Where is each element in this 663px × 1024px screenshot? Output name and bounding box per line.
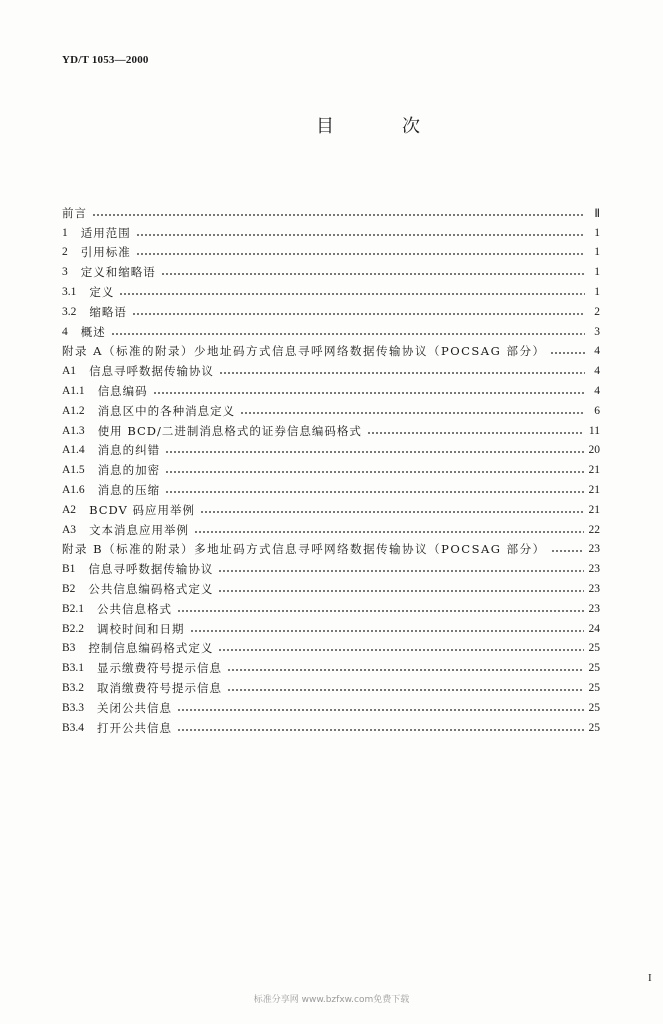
dot-leader xyxy=(551,540,584,560)
table-of-contents xyxy=(62,203,600,738)
page-title: 目次 xyxy=(316,116,488,137)
toc-entry xyxy=(62,698,600,718)
toc-entry-number: B3.3 xyxy=(62,701,85,714)
toc-entry-title: 定义和缩略语 xyxy=(80,265,156,280)
toc-entry-page: 25 xyxy=(588,721,600,734)
dot-leader xyxy=(227,658,583,678)
toc-entry-title: 引用标准 xyxy=(80,245,131,260)
toc-entry-title: 信息编码 xyxy=(97,384,148,399)
toc-entry-page: 11 xyxy=(588,424,600,437)
dot-leader xyxy=(367,421,584,441)
dot-leader xyxy=(132,302,585,322)
toc-entry xyxy=(62,441,600,461)
toc-entry xyxy=(62,579,600,599)
toc-entry-title: 使用 BCD/二进制消息格式的证券信息编码格式 xyxy=(97,423,362,438)
toc-entry xyxy=(62,540,600,560)
toc-entry xyxy=(62,262,600,282)
toc-entry-page: 25 xyxy=(588,701,600,714)
toc-entry-page: 22 xyxy=(588,523,600,536)
toc-entry xyxy=(62,342,600,362)
toc-entry-title: 关闭公共信息 xyxy=(97,700,173,715)
dot-leader xyxy=(136,223,585,243)
toc-entry xyxy=(62,639,600,659)
toc-entry-page: 20 xyxy=(588,444,600,457)
toc-entry-title: 附录 B（标准的附录）多地址码方式信息寻呼网络数据传输协议（POCSAG 部分） xyxy=(62,542,546,557)
toc-entry-title: 取消缴费符号提示信息 xyxy=(97,681,223,696)
toc-entry xyxy=(62,223,600,243)
toc-entry-number: A1.2 xyxy=(62,404,85,417)
dot-leader xyxy=(177,698,583,718)
toc-entry-title: 显示缴费符号提示信息 xyxy=(97,661,223,676)
toc-entry-page: 25 xyxy=(588,662,600,675)
toc-entry-number: B3.1 xyxy=(62,662,85,675)
toc-entry-number: 4 xyxy=(62,325,68,338)
watermark-text: 标准分享网 www.bzfxw.com免费下载 xyxy=(253,995,410,1005)
toc-entry-number: B2.1 xyxy=(62,602,85,615)
dot-leader xyxy=(119,282,585,302)
dot-leader xyxy=(200,500,583,520)
toc-entry-page: 4 xyxy=(594,365,600,378)
dot-leader xyxy=(227,678,583,698)
dot-leader xyxy=(165,460,583,480)
toc-entry-number: A1.5 xyxy=(62,464,85,477)
toc-entry xyxy=(62,322,600,342)
toc-entry-title: 定义 xyxy=(89,285,115,300)
toc-entry-title: 控制信息编码格式定义 xyxy=(88,641,214,656)
toc-entry-number: 3.1 xyxy=(62,286,77,299)
toc-entry-title: 文本消息应用举例 xyxy=(89,522,190,537)
toc-entry-title: 信息寻呼数据传输协议 xyxy=(88,562,214,577)
toc-entry-page: 4 xyxy=(594,345,600,358)
toc-entry-page: 21 xyxy=(588,484,600,497)
toc-entry-number: 1 xyxy=(62,226,68,239)
toc-entry-page: Ⅱ xyxy=(594,207,600,220)
toc-entry-number: B3.4 xyxy=(62,721,85,734)
toc-entry-page: 24 xyxy=(588,622,600,635)
toc-entry xyxy=(62,718,600,738)
page-number: I xyxy=(648,972,652,984)
toc-entry-number: B3.2 xyxy=(62,682,85,695)
toc-entry-number: A1.1 xyxy=(62,385,85,398)
toc-entry-title: 前言 xyxy=(62,205,87,220)
dot-leader xyxy=(219,361,585,381)
dot-leader xyxy=(153,381,585,401)
dot-leader xyxy=(240,401,585,421)
toc-entry-page: 25 xyxy=(588,642,600,655)
dot-leader xyxy=(177,599,583,619)
toc-entry xyxy=(62,599,600,619)
toc-entry-page: 3 xyxy=(594,325,600,338)
toc-entry-page: 21 xyxy=(588,464,600,477)
toc-entry-title: 调校时间和日期 xyxy=(97,621,185,636)
toc-entry-title: 公共信息格式 xyxy=(97,601,173,616)
toc-entry xyxy=(62,401,600,421)
toc-entry xyxy=(62,421,600,441)
toc-entry-page: 21 xyxy=(588,503,600,516)
toc-entry-number: 3.2 xyxy=(62,305,77,318)
toc-entry-number: B3 xyxy=(62,642,76,655)
toc-entry-number: 2 xyxy=(62,246,68,259)
dot-leader xyxy=(218,579,583,599)
toc-entry xyxy=(62,619,600,639)
toc-entry xyxy=(62,282,600,302)
toc-entry-number: A3 xyxy=(62,523,77,536)
toc-entry xyxy=(62,658,600,678)
toc-entry-title: 适用范围 xyxy=(80,225,131,240)
toc-entry-title: 消息的加密 xyxy=(97,463,161,478)
toc-entry-title: 消息的纠错 xyxy=(97,443,161,458)
toc-entry-page: 23 xyxy=(588,602,600,615)
toc-entry-page: 23 xyxy=(588,543,600,556)
toc-entry-page: 1 xyxy=(594,246,600,259)
dot-leader xyxy=(161,262,585,282)
toc-entry-number: A1 xyxy=(62,365,77,378)
toc-entry-page: 25 xyxy=(588,682,600,695)
standard-code: YD/T 1053—2000 xyxy=(62,54,149,66)
toc-entry-page: 1 xyxy=(594,286,600,299)
toc-entry xyxy=(62,480,600,500)
toc-entry-title: 缩略语 xyxy=(89,304,127,319)
toc-entry-number: A1.6 xyxy=(62,484,85,497)
toc-entry xyxy=(62,559,600,579)
toc-entry-title: 附录 A（标准的附录）少地址码方式信息寻呼网络数据传输协议（POCSAG 部分） xyxy=(62,344,546,359)
toc-entry-page: 2 xyxy=(594,305,600,318)
toc-entry xyxy=(62,381,600,401)
toc-entry-title: 打开公共信息 xyxy=(97,720,173,735)
dot-leader xyxy=(194,520,583,540)
dot-leader xyxy=(165,480,583,500)
toc-entry xyxy=(62,203,600,223)
toc-entry-page: 6 xyxy=(594,404,600,417)
toc-entry-page: 23 xyxy=(588,583,600,596)
toc-entry-title: 概述 xyxy=(80,324,106,339)
toc-entry xyxy=(62,243,600,263)
toc-entry-page: 1 xyxy=(594,266,600,279)
toc-entry-title: 消息区中的各种消息定义 xyxy=(97,403,236,418)
toc-entry xyxy=(62,460,600,480)
toc-entry-number: 3 xyxy=(62,266,68,279)
dot-leader xyxy=(190,619,584,639)
toc-entry xyxy=(62,500,600,520)
toc-entry xyxy=(62,302,600,322)
toc-entry-number: B1 xyxy=(62,563,76,576)
dot-leader xyxy=(550,342,585,362)
toc-entry-title: 消息的压缩 xyxy=(97,483,161,498)
toc-entry-page: 23 xyxy=(588,563,600,576)
toc-entry-number: A1.3 xyxy=(62,424,85,437)
dot-leader xyxy=(218,559,583,579)
toc-entry xyxy=(62,520,600,540)
dot-leader xyxy=(165,441,583,461)
toc-entry-title: 信息寻呼数据传输协议 xyxy=(89,364,215,379)
toc-entry-title: BCDV 码应用举例 xyxy=(89,502,196,517)
toc-entry-page: 4 xyxy=(594,385,600,398)
toc-entry-number: B2.2 xyxy=(62,622,85,635)
dot-leader xyxy=(111,322,585,342)
toc-entry-number: A1.4 xyxy=(62,444,85,457)
toc-entry xyxy=(62,678,600,698)
dot-leader xyxy=(136,243,585,263)
dot-leader xyxy=(218,639,583,659)
toc-entry-number: B2 xyxy=(62,583,76,596)
toc-entry xyxy=(62,361,600,381)
dot-leader xyxy=(177,718,583,738)
toc-entry-page: 1 xyxy=(594,226,600,239)
toc-entry-title: 公共信息编码格式定义 xyxy=(88,582,214,597)
dot-leader xyxy=(92,203,585,223)
toc-entry-number: A2 xyxy=(62,503,77,516)
